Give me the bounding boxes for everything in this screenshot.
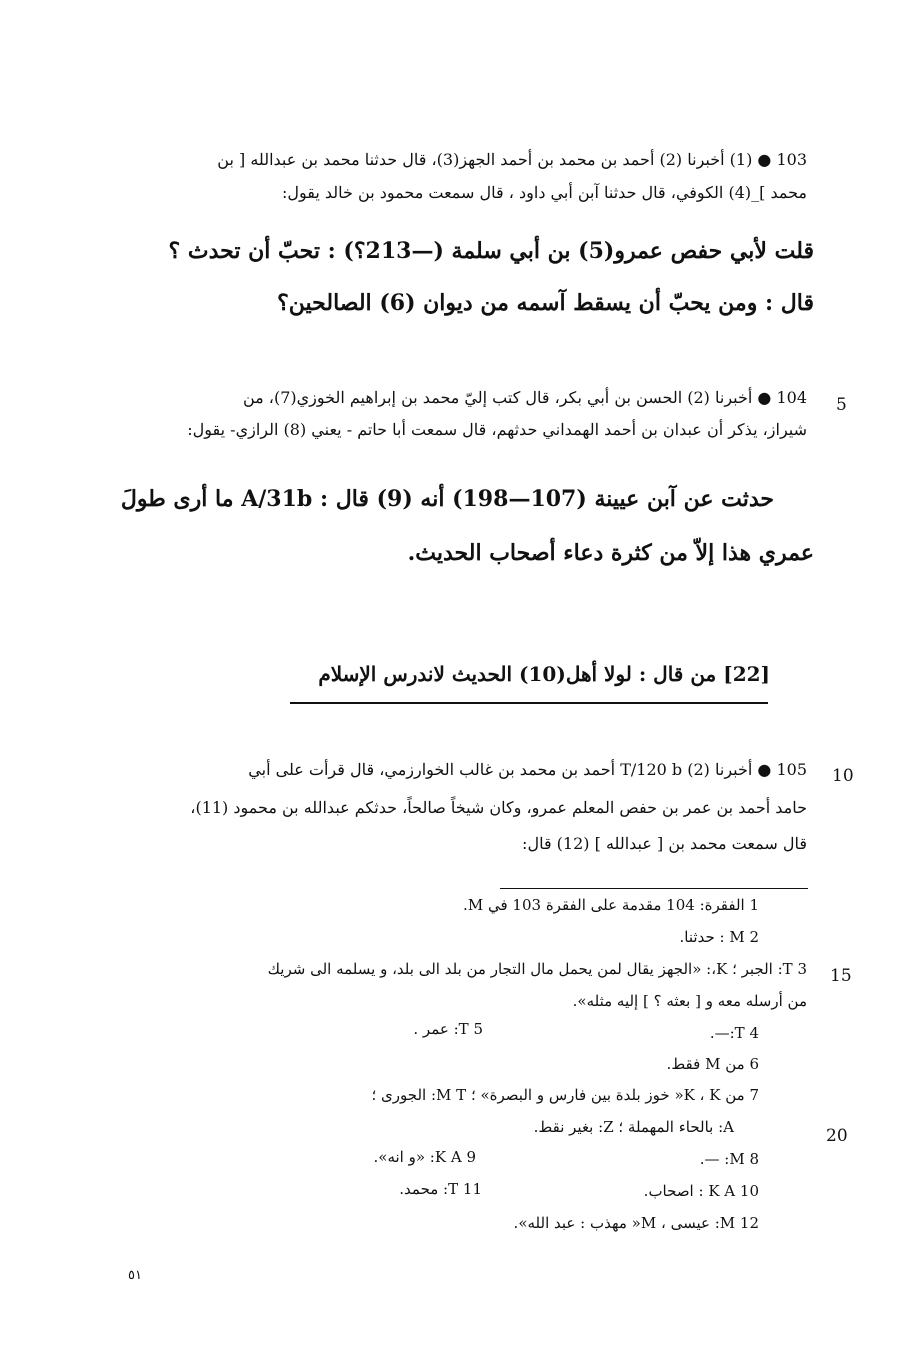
footnote-11: 11 T: محمد.	[399, 1180, 482, 1198]
footnote-8: 8 M: —.	[699, 1150, 759, 1168]
p104-matn-line1: حدثت عن آبن عيينة (107—198) أنه (9) قال : A/31b ما أرى طولَ	[120, 486, 774, 512]
footnote-9: 9 K A: «و انه».	[373, 1148, 476, 1166]
p103-matn-line2: قال : ومن يحبّ أن يسقط آسمه من ديوان (6) الصالحين؟	[277, 290, 814, 316]
footnote-7-line1: 7 من K ، K« خوز بلدة بين فارس و البصرة» ؛ M T: الجورى ؛	[371, 1086, 759, 1104]
p103-matn-line1: قلت لأبي حفص عمرو(5) بن أبي سلمة (—213؟) : تحبّ أن تحدث ؟	[168, 238, 814, 264]
footnote-3-line1: 3 T: الجبر ؛ K،: «الجهز يقال لمن يحمل مال التجار من بلد الى بلد، و يسلمه الى شريك	[267, 960, 807, 978]
margin-line-number: 20	[826, 1126, 848, 1146]
p104-isnad-line1: 104 ● أخبرنا (2) الحسن بن أبي بكر، قال كتب إليّ محمد بن إبراهيم الخوزي(7)، من	[242, 388, 807, 407]
footnote-7-line2: A: بالحاء المهملة ؛ Z: بغير نقط.	[533, 1118, 734, 1136]
p105-isnad-line2: حامد أحمد بن عمر بن حفص المعلم عمرو، وكان شيخاً صالحاً، حدثكم عبدالله بن محمود (11)،	[190, 798, 807, 817]
footnote-separator	[500, 888, 808, 889]
footnote-12: 12 M: عيسى ، M« مهذب : عبد الله».	[513, 1214, 759, 1232]
margin-line-number: 15	[830, 966, 852, 986]
footnote-4: 4 T:—.	[709, 1024, 759, 1042]
p103-isnad-line1: 103 ● (1) أخبرنا (2) أحمد بن محمد بن أحمد الجهز(3)، قال حدثنا محمد بن عبدالله [ بن	[217, 150, 807, 169]
footnote-3-line2: من أرسله معه و [ بعثه ؟ ] إليه مثله».	[572, 992, 807, 1010]
section-heading: [22] من قال : لولا أهل(10) الحديث لاندرس الإسلام	[318, 662, 770, 686]
footnote-5: 5 T: عمر .	[413, 1020, 483, 1038]
footnote-6: 6 من M فقط.	[666, 1055, 759, 1073]
p104-matn-line2: عمري هذا إلاّ من كثرة دعاء أصحاب الحديث.	[407, 540, 814, 566]
p104-isnad-line2: شيراز، يذكر أن عبدان بن أحمد الهمداني حدثهم، قال سمعت أبا حاتم - يعني (8) الرازي- يقول:	[187, 420, 807, 439]
footnote-10: 10 K A : اصحاب.	[643, 1182, 759, 1200]
p105-isnad-line3: قال سمعت محمد بن [ عبدالله ] (12) قال:	[522, 834, 807, 853]
footnote-1: 1 الفقرة: 104 مقدمة على الفقرة 103 في M.	[463, 896, 759, 914]
p105-isnad-line1: 105 ● أخبرنا (2) T/120 b أحمد بن محمد بن غالب الخوارزمي، قال قرأت على أبي	[248, 760, 807, 779]
p103-isnad-line2: محمد ]_(4) الكوفي، قال حدثنا آبن أبي داود ، قال سمعت محمود بن خالد يقول:	[281, 183, 807, 202]
heading-underline	[290, 702, 768, 704]
margin-line-number: 10	[832, 766, 854, 786]
page-number: ٥١	[128, 1268, 142, 1283]
margin-line-number: 5	[836, 395, 847, 415]
footnote-2: 2 M : حدثنا.	[679, 928, 759, 946]
